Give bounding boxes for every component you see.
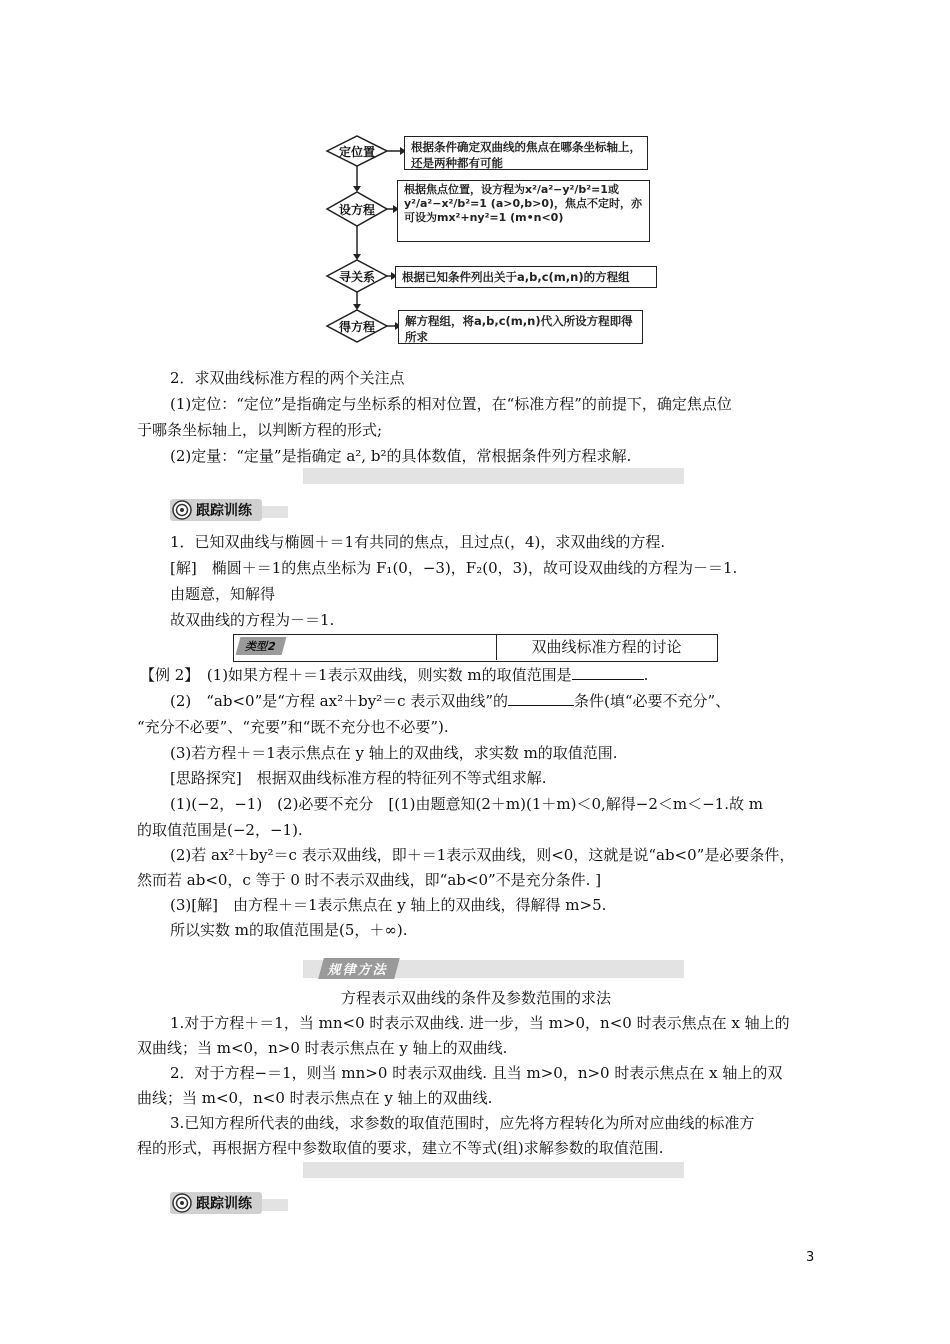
type2-header	[233, 634, 718, 662]
section1-heading: 2．求双曲线标准方程的两个关注点	[170, 369, 405, 387]
rules-line6: 程的形式，再根据方程中参数取值的要求，建立不等式(组)求解参数的取值范围.	[137, 1139, 664, 1157]
example2-line1	[140, 665, 648, 685]
target-icon	[172, 1193, 192, 1213]
example2-q1-text: 【例 2】 (1)如果方程＋＝1表示双曲线，则实数 m的取值范围是	[140, 666, 572, 684]
tracking-label-2: 跟踪训练	[196, 1196, 252, 1212]
rules-banner	[303, 960, 684, 978]
section1-line3: 于哪条坐标轴上，以判断方程的形式;	[137, 421, 383, 439]
example2-q2-end: 条件(填“必要不充分”、	[574, 692, 731, 710]
target-icon	[172, 500, 192, 520]
example2-line9: 然而若 ab<0，c 等于 0 时不表示双曲线，即“ab<0”不是充分条件. ]	[137, 871, 602, 889]
tracking-training-tag-2	[170, 1192, 262, 1214]
flowchart-step-4-box: 解方程组，将a,b,c(m,n)代入所设方程即得所求	[398, 310, 643, 344]
page-number: 3	[806, 1250, 815, 1265]
example2-line7: 的取值范围是(−2，−1).	[137, 821, 303, 839]
answer-blank-2	[508, 705, 574, 706]
example2-line5: [思路探究] 根据双曲线标准方程的特征列不等式组求解.	[170, 769, 547, 787]
flowchart-step-4-label: 得方程	[338, 320, 375, 334]
flowchart-step-2-label: 设方程	[338, 203, 375, 217]
example2-q2-text: (2) “ab<0”是“方程 ax²＋by²＝c 表示双曲线”的	[170, 692, 509, 710]
answer-blank-1	[572, 679, 644, 680]
rules-tag: 规律方法	[318, 958, 400, 979]
tracking-badge	[170, 499, 262, 521]
exercise1-line3: 由题意，知解得	[170, 585, 276, 603]
section1-line4: (2)定量：“定量”是指确定 a², b²的具体数值，常根据条件列方程求解.	[170, 447, 632, 465]
tracking-banner-line-2	[262, 1199, 288, 1211]
example2-line10: (3)[解] 由方程＋＝1表示焦点在 y 轴上的双曲线，得解得 m>5.	[170, 896, 607, 914]
flowchart-step-1-box: 根据条件确定双曲线的焦点在哪条坐标轴上，还是两种都有可能	[404, 136, 648, 170]
example2-line3: “充分不必要”、“充要”和“既不充分也不必要”).	[137, 718, 449, 736]
rules-line1: 1.对于方程＋＝1，当 mn<0 时表示双曲线. 进一步，当 m>0，n<0 时表示焦点在 x 轴上的	[170, 1014, 790, 1032]
example2-line6: (1)(−2，−1) (2)必要不充分 [(1)由题意知(2＋m)(1＋m)＜0,解得−2＜m＜−1.故 m	[170, 795, 763, 813]
exercise1-question: 1．已知双曲线与椭圆＋＝1有共同的焦点，且过点(，4)，求双曲线的方程.	[170, 533, 666, 551]
exercise1-line4: 故双曲线的方程为－＝1.	[170, 611, 335, 629]
rules-line5: 3.已知方程所代表的曲线，求参数的取值范围时，应先将方程转化为所对应曲线的标准方	[170, 1114, 755, 1132]
rules-line2: 双曲线；当 m<0，n>0 时表示焦点在 y 轴上的双曲线.	[137, 1039, 508, 1057]
type2-left-cell	[234, 635, 497, 660]
flowchart-step-3-label: 寻关系	[338, 270, 375, 284]
tracking-badge-2	[170, 1192, 262, 1214]
type2-title: 双曲线标准方程的讨论	[531, 638, 682, 656]
rules-line4: 曲线；当 m<0，n<0 时表示焦点在 y 轴上的双曲线.	[137, 1089, 493, 1107]
flowchart-step-1-label: 定位置	[338, 145, 375, 159]
divider-banner-2	[303, 1162, 684, 1178]
flowchart-step-2-box: 根据焦点位置，设方程为x²/a²−y²/b²=1或y²/a²−x²/b²=1 (a>0,b>0)，焦点不定时，亦可设为mx²+ny²=1 (m•n<0)	[397, 180, 650, 242]
flowchart-step-3-box: 根据已知条件列出关于a,b,c(m,n)的方程组	[395, 266, 657, 288]
section1-line2: (1)定位：“定位”是指确定与坐标系的相对位置，在“标准方程”的前提下，确定焦点位	[170, 395, 732, 413]
rules-title: 方程表示双曲线的条件及参数范围的求法	[341, 989, 612, 1007]
example2-line4: (3)若方程＋＝1表示焦点在 y 轴上的双曲线，求实数 m的取值范围.	[170, 744, 618, 762]
example2-line8: (2)若 ax²＋by²＝c 表示双曲线，即＋＝1表示双曲线，则<0，这就是说“ab<0”是必要条件，	[170, 846, 795, 864]
rules-line3: 2．对于方程−＝1，则当 mn>0 时表示双曲线. 且当 m>0，n>0 时表示焦点在 x 轴上的双	[170, 1064, 783, 1082]
tracking-label: 跟踪训练	[196, 503, 252, 519]
example2-line11: 所以实数 m的取值范围是(5，＋∞).	[170, 921, 408, 939]
example2-line2	[170, 691, 730, 711]
tracking-banner-line	[262, 506, 288, 518]
divider-banner	[303, 468, 684, 484]
exercise1-solution: [解] 椭圆＋＝1的焦点坐标为 F₁(0，−3)，F₂(0，3)，故可设双曲线的方程为－＝1.	[170, 559, 738, 577]
example2-q1-end: .	[643, 666, 649, 684]
type2-label: 类型2	[236, 637, 286, 655]
tracking-training-tag	[170, 499, 262, 521]
